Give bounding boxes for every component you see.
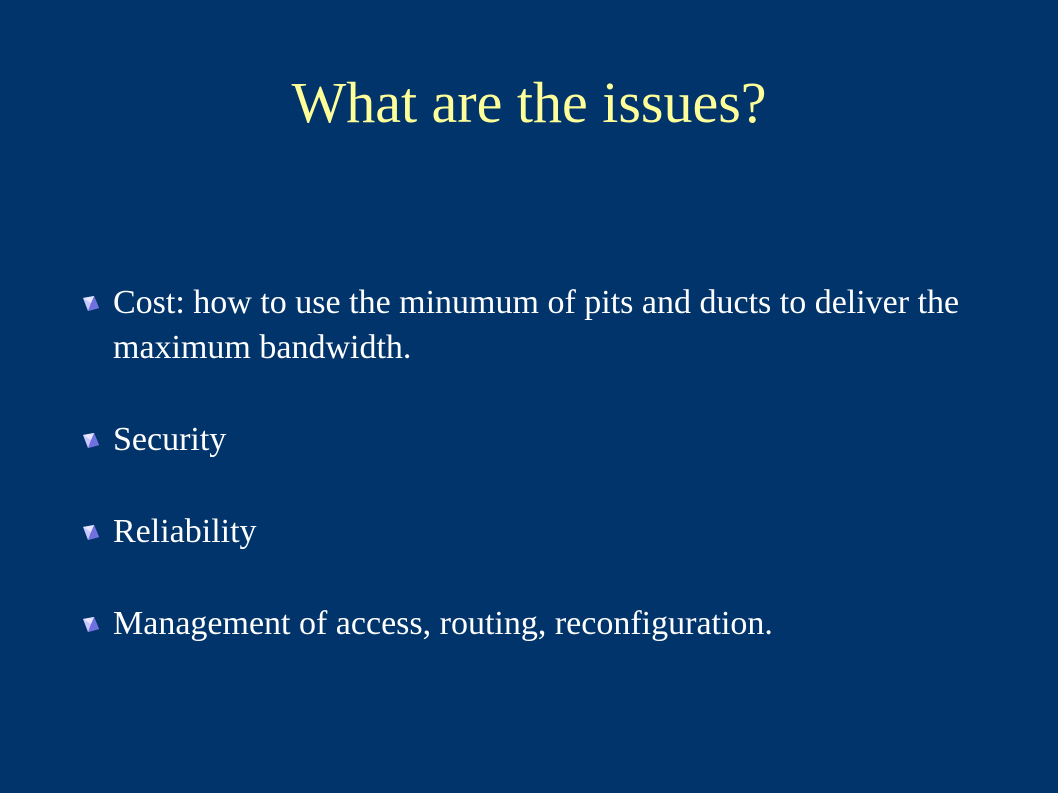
bullet-text: Management of access, routing, reconfiguration. (113, 605, 773, 642)
diamond-bullet-icon (81, 523, 101, 543)
diamond-bullet-icon (81, 431, 101, 451)
bullet-item-reliability (78, 509, 978, 554)
diamond-bullet-icon (81, 294, 101, 314)
diamond-bullet-icon (81, 615, 101, 635)
bullet-text: Security (113, 421, 227, 458)
bullet-text: Reliability (113, 513, 257, 550)
bullet-item-management (78, 601, 978, 646)
bullet-item-security (78, 417, 978, 462)
bullet-item-cost (78, 280, 978, 370)
bullet-list (78, 280, 978, 646)
bullet-text: Cost: how to use the minumum of pits and ducts to deliver the maximum bandwidth. (113, 284, 960, 366)
slide-title: What are the issues? (291, 70, 767, 135)
